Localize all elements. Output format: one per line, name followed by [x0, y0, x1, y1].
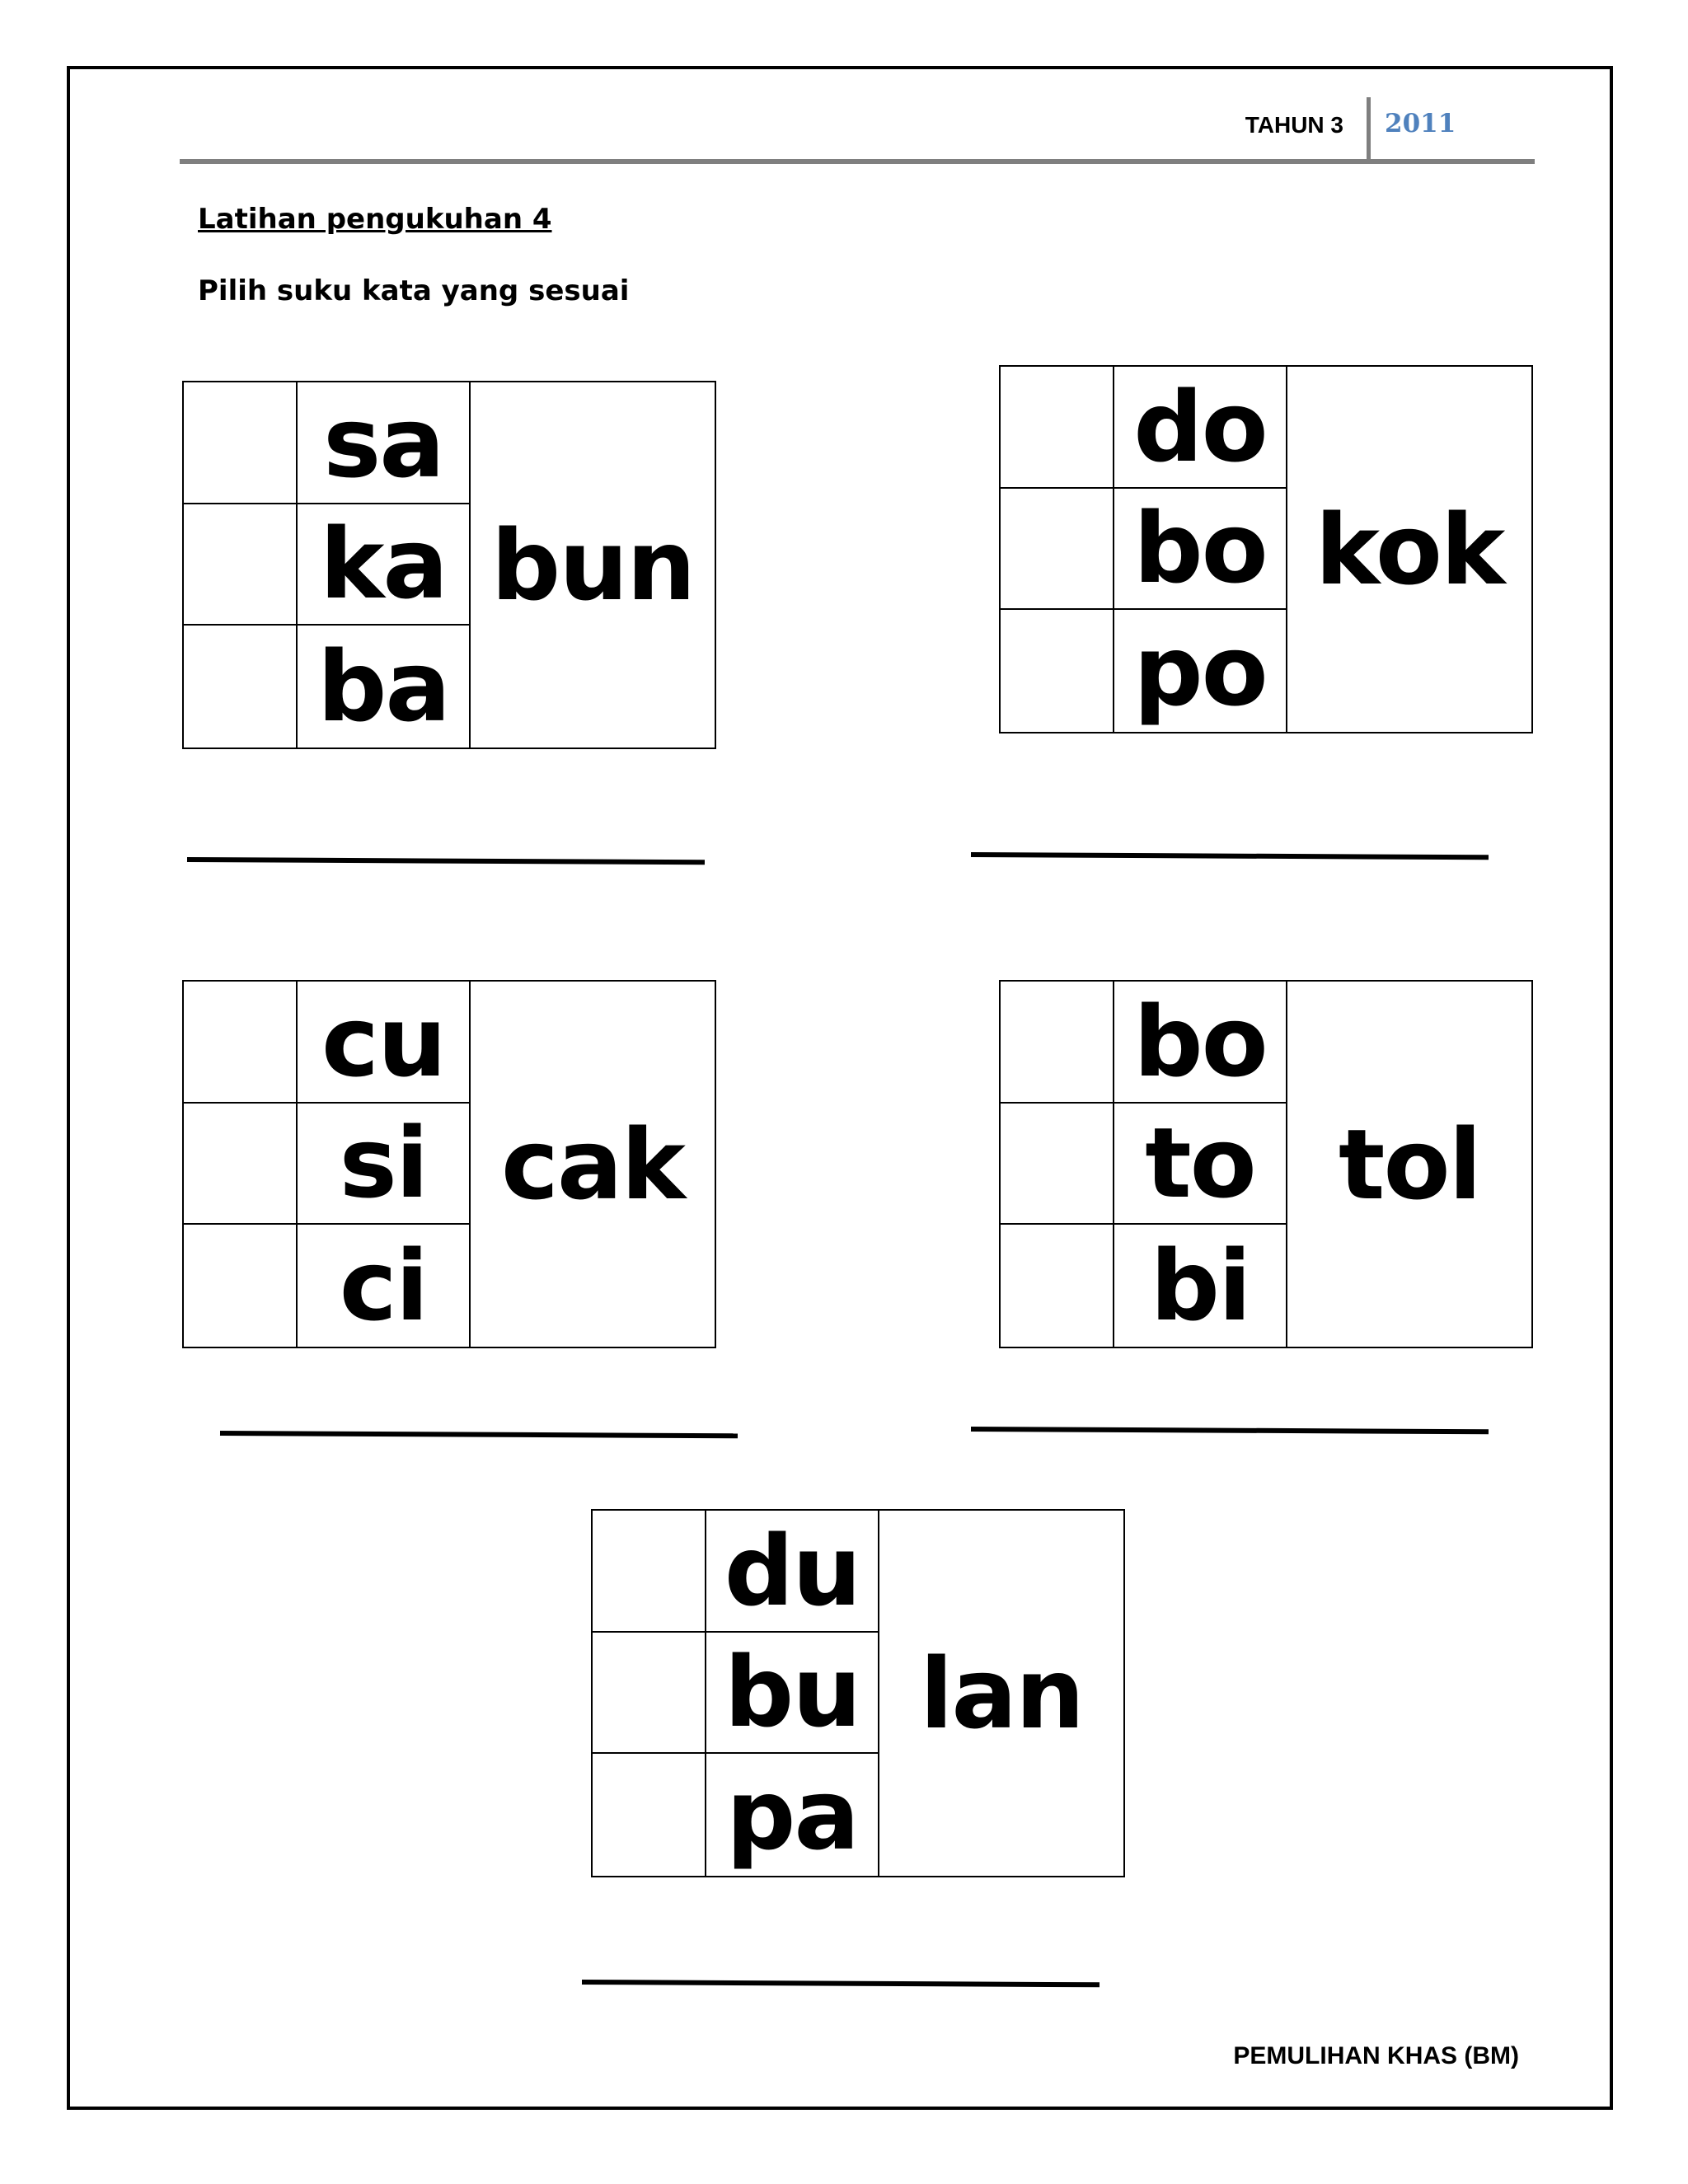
worksheet-title: Latihan pengukuhan 4 — [198, 203, 552, 236]
footer-label: PEMULIHAN KHAS (BM) — [1233, 2042, 1519, 2069]
answer-box[interactable] — [593, 1633, 706, 1755]
syllable-option: ci — [298, 1225, 471, 1347]
syllable-option: si — [298, 1104, 471, 1226]
syllable-option: ka — [298, 504, 471, 626]
syllable-option: du — [706, 1511, 879, 1633]
word-stem: cak — [500, 1107, 685, 1221]
syllable-option: bi — [1114, 1225, 1287, 1347]
answer-box[interactable] — [593, 1754, 706, 1876]
instruction-text: Pilih suku kata yang sesuai — [198, 274, 630, 307]
answer-box[interactable] — [184, 382, 298, 504]
grade-label: TAHUN 3 — [1245, 112, 1343, 138]
syllable-option: bu — [706, 1633, 879, 1755]
syllable-option: do — [1114, 367, 1287, 489]
exercise-grid-4 — [999, 980, 1533, 1348]
syllable-option: ba — [298, 626, 471, 748]
word-stem: kok — [1315, 492, 1504, 607]
answer-box[interactable] — [1001, 1225, 1114, 1347]
word-stem: bun — [490, 508, 695, 622]
answer-box[interactable] — [1001, 1104, 1114, 1226]
answer-box[interactable] — [184, 1225, 298, 1347]
word-stem: tol — [1339, 1107, 1480, 1221]
header-rule — [180, 159, 1535, 164]
answer-box[interactable] — [1001, 610, 1114, 732]
exercise-grid-2 — [999, 365, 1533, 733]
year-label: 2011 — [1385, 109, 1456, 138]
syllable-option: bo — [1114, 982, 1287, 1104]
answer-box[interactable] — [184, 504, 298, 626]
syllable-option: cu — [298, 982, 471, 1104]
exercise-grid-5 — [591, 1509, 1125, 1877]
answer-box[interactable] — [593, 1511, 706, 1633]
exercise-grid-1 — [182, 381, 716, 749]
syllable-option: to — [1114, 1104, 1287, 1226]
answer-box[interactable] — [1001, 982, 1114, 1104]
syllable-option: sa — [298, 382, 471, 504]
answer-box[interactable] — [184, 626, 298, 748]
syllable-option: po — [1114, 610, 1287, 732]
exercise-grid-3 — [182, 980, 716, 1348]
header-divider — [1367, 97, 1371, 163]
syllable-option: pa — [706, 1754, 879, 1876]
answer-box[interactable] — [1001, 367, 1114, 489]
answer-box[interactable] — [1001, 489, 1114, 611]
word-stem: lan — [919, 1636, 1084, 1750]
syllable-option: bo — [1114, 489, 1287, 611]
page-header — [1220, 97, 1550, 163]
answer-box[interactable] — [184, 982, 298, 1104]
answer-box[interactable] — [184, 1104, 298, 1226]
